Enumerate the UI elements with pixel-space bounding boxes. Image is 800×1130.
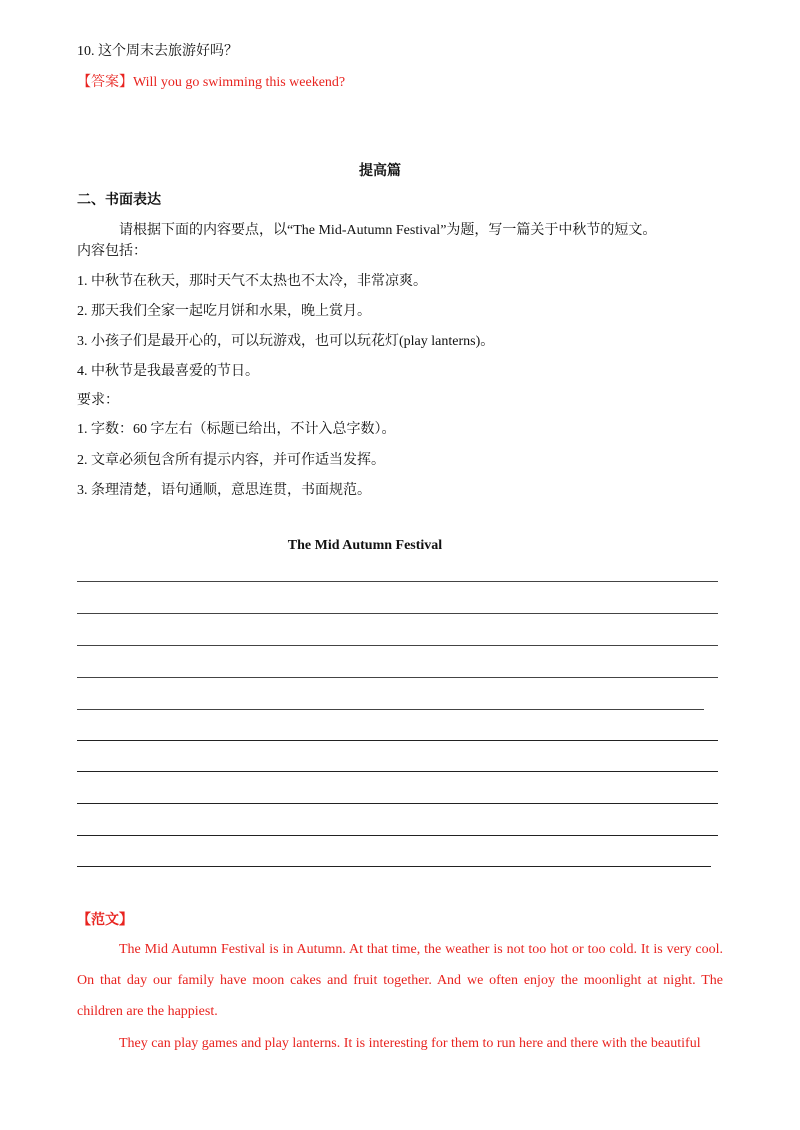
writing-line xyxy=(77,709,704,710)
model-essay-tag: 【范文】 xyxy=(77,913,133,928)
answer-tag: 【答案】 xyxy=(77,75,133,90)
answer-text: Will you go swimming this weekend? xyxy=(133,75,346,90)
section-title: 提高篇 xyxy=(359,164,401,179)
writing-line xyxy=(77,581,718,582)
model-paragraph-2 xyxy=(77,1028,723,1059)
requirement-1: 1. 字数：60 字左右（标题已给出，不计入总字数）。 xyxy=(77,422,396,437)
requirement-3: 3. 条理清楚，语句通顺，意思连贯，书面规范。 xyxy=(77,483,371,498)
answer-line xyxy=(77,71,345,91)
writing-line xyxy=(77,771,718,772)
model-paragraph-1 xyxy=(77,934,723,1027)
writing-line xyxy=(77,613,718,614)
part2-heading: 二、书面表达 xyxy=(77,193,161,208)
writing-line xyxy=(77,645,718,646)
content-point-1: 1. 中秋节在秋天，那时天气不太热也不太冷，非常凉爽。 xyxy=(77,274,427,289)
writing-line xyxy=(77,803,718,804)
writing-line xyxy=(77,677,718,678)
content-point-3: 3. 小孩子们是最开心的，可以玩游戏，也可以玩花灯(play lanterns)。 xyxy=(77,334,495,349)
requirements-label: 要求： xyxy=(77,393,119,408)
content-point-4: 4. 中秋节是我最喜爱的节日。 xyxy=(77,364,259,379)
question-10: 10. 这个周末去旅游好吗？ xyxy=(77,44,238,59)
model-paragraph-2-text: They can play games and play lanterns. It is interesting for them to run here and there with the beautiful xyxy=(119,1036,701,1051)
instruction-text: 请根据下面的内容要点，以“The Mid-Autumn Festival”为题，写一篇关于中秋节的短文。 xyxy=(119,223,657,238)
content-point-2: 2. 那天我们全家一起吃月饼和水果，晚上赏月。 xyxy=(77,304,371,319)
requirement-2: 2. 文章必须包含所有提示内容，并可作适当发挥。 xyxy=(77,453,385,468)
content-label: 内容包括： xyxy=(77,244,147,259)
model-paragraph-1-text: The Mid Autumn Festival is in Autumn. At that time, the weather is not too hot or too cold. It is very cool. On that day our family have moon cakes and fruit together. And we often enjoy the moonlight at night. The children are the happiest. xyxy=(77,942,723,1019)
essay-title: The Mid Autumn Festival xyxy=(287,538,443,553)
writing-line xyxy=(77,866,711,867)
writing-line xyxy=(77,835,718,836)
writing-line xyxy=(77,740,718,741)
